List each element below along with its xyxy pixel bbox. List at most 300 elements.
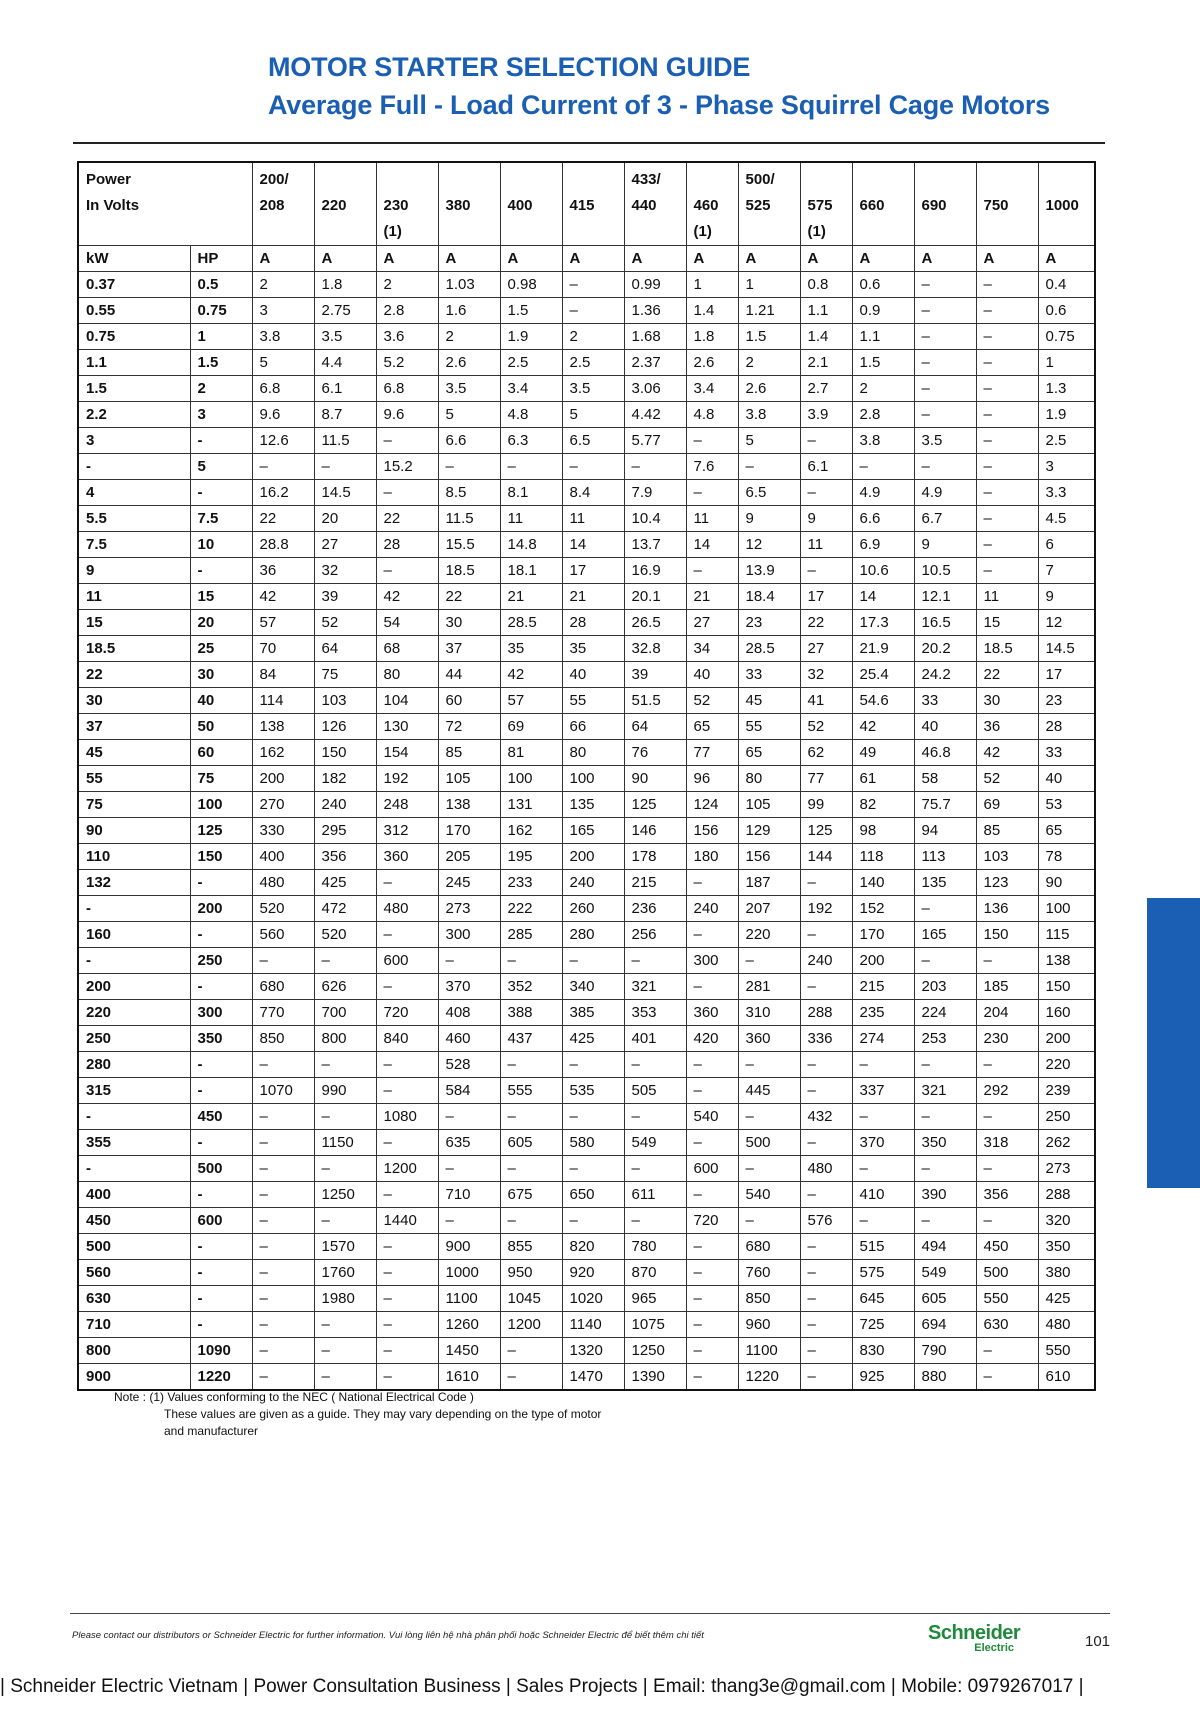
current-cell: – [438,1104,500,1130]
hp-cell: 1090 [190,1338,252,1364]
current-cell: 850 [738,1286,800,1312]
current-cell: – [252,1260,314,1286]
current-cell: 24.2 [914,662,976,688]
current-cell: 28 [1038,714,1095,740]
current-cell: 360 [376,844,438,870]
unit-cell: A [376,246,438,272]
current-cell: – [624,1104,686,1130]
current-cell: 870 [624,1260,686,1286]
current-cell: 2.6 [438,350,500,376]
current-cell: 22 [252,506,314,532]
current-cell: 248 [376,792,438,818]
current-cell: 1610 [438,1364,500,1391]
hp-cell: - [190,922,252,948]
current-cell: 215 [624,870,686,896]
unit-cell: A [252,246,314,272]
current-cell: 480 [376,896,438,922]
current-cell: – [376,1052,438,1078]
current-cell: 9 [914,532,976,558]
hp-cell: 20 [190,610,252,636]
current-cell: 256 [624,922,686,948]
current-cell: 280 [562,922,624,948]
current-cell: 7.6 [686,454,738,480]
current-cell: 1.9 [1038,402,1095,428]
current-cell: 1100 [738,1338,800,1364]
current-cell: 18.1 [500,558,562,584]
current-cell: 52 [800,714,852,740]
kw-cell: 0.75 [78,324,190,350]
current-cell: 6.1 [800,454,852,480]
current-cell: 5.77 [624,428,686,454]
kw-cell: 560 [78,1260,190,1286]
current-cell: 1.9 [500,324,562,350]
table-row [78,350,1095,376]
current-cell: 770 [252,1000,314,1026]
current-cell: 820 [562,1234,624,1260]
footer-divider [70,1613,1110,1614]
current-cell: 1200 [500,1312,562,1338]
current-cell: 98 [852,818,914,844]
current-cell: 555 [500,1078,562,1104]
current-cell: 2 [738,350,800,376]
current-cell: 1.36 [624,298,686,324]
current-cell: 560 [252,922,314,948]
current-cell: 5 [562,402,624,428]
current-cell: – [914,298,976,324]
current-cell: – [914,454,976,480]
current-cell: – [976,350,1038,376]
current-cell: 80 [376,662,438,688]
current-cell: 2.8 [852,402,914,428]
current-cell: – [500,454,562,480]
current-cell: – [252,1052,314,1078]
current-cell: – [976,1208,1038,1234]
current-cell: 990 [314,1078,376,1104]
current-cell: – [376,922,438,948]
current-cell: 12.6 [252,428,314,454]
current-cell: 150 [314,740,376,766]
kw-cell: 0.37 [78,272,190,298]
current-cell: 295 [314,818,376,844]
current-cell: 57 [500,688,562,714]
current-cell: 3.5 [562,376,624,402]
current-cell: 156 [738,844,800,870]
current-cell: 253 [914,1026,976,1052]
current-cell: – [800,480,852,506]
current-cell: 57 [252,610,314,636]
current-cell: 720 [376,1000,438,1026]
current-cell: 4.9 [914,480,976,506]
table-row [78,272,1095,298]
current-cell: 2.37 [624,350,686,376]
current-cell: 270 [252,792,314,818]
current-cell: 240 [800,948,852,974]
unit-cell: A [800,246,852,272]
current-cell: 230 [976,1026,1038,1052]
current-cell: 42 [376,584,438,610]
current-cell: 9.6 [376,402,438,428]
current-cell: 36 [252,558,314,584]
current-cell: – [914,1052,976,1078]
current-cell: 2.8 [376,298,438,324]
current-cell: – [500,1052,562,1078]
current-cell: 8.7 [314,402,376,428]
current-cell: 2.1 [800,350,852,376]
unit-cell: A [914,246,976,272]
current-cell: 840 [376,1026,438,1052]
current-cell: 61 [852,766,914,792]
hp-cell: 125 [190,818,252,844]
current-cell: 55 [562,688,624,714]
current-cell: – [376,974,438,1000]
voltage-column-header: 460 (1) [686,162,738,246]
current-cell: 42 [252,584,314,610]
current-cell: 576 [800,1208,852,1234]
current-cell: 85 [976,818,1038,844]
current-cell: 130 [376,714,438,740]
current-cell: 207 [738,896,800,922]
current-cell: 450 [976,1234,1038,1260]
hp-cell: - [190,428,252,454]
voltage-column-header: 660 [852,162,914,246]
current-cell: 350 [914,1130,976,1156]
current-cell: 100 [1038,896,1095,922]
current-cell: 65 [738,740,800,766]
current-cell: 288 [1038,1182,1095,1208]
current-cell: 62 [800,740,852,766]
current-cell: – [252,1234,314,1260]
voltage-header-row [78,162,1095,246]
current-cell: 78 [1038,844,1095,870]
current-cell: 1.8 [314,272,376,298]
current-cell: 105 [738,792,800,818]
current-cell: 33 [1038,740,1095,766]
table-row [78,948,1095,974]
current-cell: 720 [686,1208,738,1234]
current-cell: 15.2 [376,454,438,480]
kw-cell: 9 [78,558,190,584]
current-cell: – [800,1234,852,1260]
current-cell: 273 [1038,1156,1095,1182]
current-cell: 400 [252,844,314,870]
current-cell: – [914,896,976,922]
note-line-2: These values are given as a guide. They may vary depending on the type of motor [164,1407,602,1421]
current-cell: 356 [314,844,376,870]
current-cell: 15.5 [438,532,500,558]
current-cell: 45 [738,688,800,714]
current-cell: 4.42 [624,402,686,428]
current-cell: 14 [852,584,914,610]
unit-cell: kW [78,246,190,272]
current-cell: 203 [914,974,976,1000]
hp-cell: 1 [190,324,252,350]
current-cell: 500 [976,1260,1038,1286]
current-cell: 115 [1038,922,1095,948]
current-cell: – [314,1052,376,1078]
current-cell: – [800,974,852,1000]
table-note [114,1389,601,1440]
current-cell: 675 [500,1182,562,1208]
current-cell: 75.7 [914,792,976,818]
current-cell: 17 [562,558,624,584]
current-cell: – [976,428,1038,454]
current-cell: 18.5 [438,558,500,584]
hp-cell: 40 [190,688,252,714]
current-cell: – [738,1156,800,1182]
kw-cell: 110 [78,844,190,870]
unit-cell: A [500,246,562,272]
current-cell: 960 [738,1312,800,1338]
current-cell: 1 [738,272,800,298]
current-cell: – [800,1312,852,1338]
current-cell: 350 [1038,1234,1095,1260]
current-cell: 105 [438,766,500,792]
current-cell: 6.8 [376,376,438,402]
current-cell: 150 [1038,974,1095,1000]
current-cell: 3.4 [686,376,738,402]
current-cell: 273 [438,896,500,922]
current-cell: 100 [562,766,624,792]
current-cell: 1440 [376,1208,438,1234]
current-cell: 46.8 [914,740,976,766]
current-cell: 5 [438,402,500,428]
current-cell: 460 [438,1026,500,1052]
current-cell: 125 [800,818,852,844]
current-cell: 22 [800,610,852,636]
current-cell: 54 [376,610,438,636]
current-cell: 192 [800,896,852,922]
current-cell: 790 [914,1338,976,1364]
current-cell: 1.1 [800,298,852,324]
current-cell: – [914,376,976,402]
table-row [78,1052,1095,1078]
current-cell: 830 [852,1338,914,1364]
page-number: 101 [1085,1633,1111,1650]
current-cell: 150 [976,922,1038,948]
current-cell: 650 [562,1182,624,1208]
current-cell: – [976,376,1038,402]
current-cell: 6.3 [500,428,562,454]
kw-cell: 18.5 [78,636,190,662]
hp-cell: 150 [190,844,252,870]
current-cell: 550 [976,1286,1038,1312]
current-cell: 1.3 [1038,376,1095,402]
current-cell: 200 [852,948,914,974]
current-cell: 880 [914,1364,976,1391]
current-cell: – [852,454,914,480]
current-cell: 22 [376,506,438,532]
current-cell: 1.68 [624,324,686,350]
current-cell: – [314,948,376,974]
current-cell: 235 [852,1000,914,1026]
current-cell: 240 [562,870,624,896]
current-cell: 135 [914,870,976,896]
current-cell: 1.5 [500,298,562,324]
hp-cell: - [190,1078,252,1104]
table-row [78,870,1095,896]
current-cell: 281 [738,974,800,1000]
kw-cell: 22 [78,662,190,688]
current-cell: 800 [314,1026,376,1052]
current-cell: 41 [800,688,852,714]
current-cell: 39 [624,662,686,688]
table-row [78,662,1095,688]
current-cell: 8.4 [562,480,624,506]
table-row [78,974,1095,1000]
voltage-column-header: 230 (1) [376,162,438,246]
kw-cell: 800 [78,1338,190,1364]
current-cell: – [500,1104,562,1130]
current-cell: – [976,1052,1038,1078]
current-cell: – [914,402,976,428]
current-cell: 300 [686,948,738,974]
table-row [78,298,1095,324]
current-cell: 35 [500,636,562,662]
table-row [78,1234,1095,1260]
current-cell: 580 [562,1130,624,1156]
current-cell: – [800,428,852,454]
current-cell: 725 [852,1312,914,1338]
current-cell: – [976,402,1038,428]
table-row [78,1078,1095,1104]
current-cell: 2.7 [800,376,852,402]
current-cell: 14.8 [500,532,562,558]
current-cell: – [852,1156,914,1182]
voltage-column-header: 380 [438,162,500,246]
current-cell: – [252,1182,314,1208]
current-cell: 2 [852,376,914,402]
current-cell: – [562,1156,624,1182]
hp-cell: 7.5 [190,506,252,532]
current-cell: 77 [686,740,738,766]
current-cell: – [800,1338,852,1364]
current-cell: – [314,1338,376,1364]
current-cell: 54.6 [852,688,914,714]
kw-cell: 11 [78,584,190,610]
current-cell: 152 [852,896,914,922]
current-cell: 1450 [438,1338,500,1364]
current-cell: – [438,948,500,974]
voltage-column-header: 400 [500,162,562,246]
kw-cell: - [78,1156,190,1182]
current-cell: 240 [686,896,738,922]
current-cell: 1250 [624,1338,686,1364]
current-cell: – [438,454,500,480]
current-cell: – [376,1260,438,1286]
current-cell: – [800,1052,852,1078]
current-cell: 1200 [376,1156,438,1182]
table-row [78,1130,1095,1156]
current-cell: – [562,1208,624,1234]
current-cell: 80 [562,740,624,766]
current-cell: – [976,1338,1038,1364]
current-cell: 17.3 [852,610,914,636]
current-cell: 900 [438,1234,500,1260]
table-row [78,324,1095,350]
current-cell: 99 [800,792,852,818]
kw-cell: 630 [78,1286,190,1312]
kw-cell: - [78,1104,190,1130]
current-cell: 69 [500,714,562,740]
current-cell: – [686,1364,738,1391]
current-cell: – [438,1156,500,1182]
motor-current-table [77,161,1096,1391]
current-cell: 630 [976,1312,1038,1338]
current-cell: 370 [438,974,500,1000]
current-cell: 850 [252,1026,314,1052]
unit-cell: A [314,246,376,272]
current-cell: 11.5 [438,506,500,532]
current-cell: – [738,1208,800,1234]
current-cell: – [976,1156,1038,1182]
hp-cell: 30 [190,662,252,688]
current-cell: 192 [376,766,438,792]
current-cell: 6.5 [562,428,624,454]
current-cell: 12 [1038,610,1095,636]
current-cell: 9 [1038,584,1095,610]
kw-cell: 450 [78,1208,190,1234]
hp-cell: 75 [190,766,252,792]
hp-cell: - [190,1130,252,1156]
voltage-column-header: 433/ 440 [624,162,686,246]
current-cell: 10.6 [852,558,914,584]
current-cell: 55 [738,714,800,740]
current-cell: 610 [1038,1364,1095,1391]
current-cell: 3.3 [1038,480,1095,506]
power-voltage-header: Power In Volts [78,162,252,246]
section-tab-marker [1147,898,1200,1188]
current-cell: 12.1 [914,584,976,610]
current-cell: – [852,1052,914,1078]
hp-cell: 0.75 [190,298,252,324]
current-cell: 20.1 [624,584,686,610]
hp-cell: 500 [190,1156,252,1182]
kw-cell: 355 [78,1130,190,1156]
current-cell: – [376,1078,438,1104]
current-cell: – [686,558,738,584]
current-cell: 28.5 [500,610,562,636]
current-cell: 445 [738,1078,800,1104]
hp-cell: 10 [190,532,252,558]
current-cell: 480 [1038,1312,1095,1338]
current-cell: – [562,948,624,974]
current-cell: 1075 [624,1312,686,1338]
current-cell: 1250 [314,1182,376,1208]
current-cell: 292 [976,1078,1038,1104]
current-cell: – [976,506,1038,532]
current-cell: 68 [376,636,438,662]
current-cell: 182 [314,766,376,792]
current-table-container [77,161,1096,1391]
current-cell: 180 [686,844,738,870]
current-cell: 6 [1038,532,1095,558]
current-cell: 605 [500,1130,562,1156]
current-cell: 72 [438,714,500,740]
voltage-column-header: 690 [914,162,976,246]
current-cell: 535 [562,1078,624,1104]
current-cell: 21.9 [852,636,914,662]
current-cell: 96 [686,766,738,792]
current-cell: 52 [314,610,376,636]
current-cell: – [624,1156,686,1182]
current-cell: 33 [914,688,976,714]
current-cell: 312 [376,818,438,844]
unit-cell: A [976,246,1038,272]
kw-cell: 4 [78,480,190,506]
units-row [78,246,1095,272]
kw-cell: 1.1 [78,350,190,376]
current-cell: 1.5 [738,324,800,350]
